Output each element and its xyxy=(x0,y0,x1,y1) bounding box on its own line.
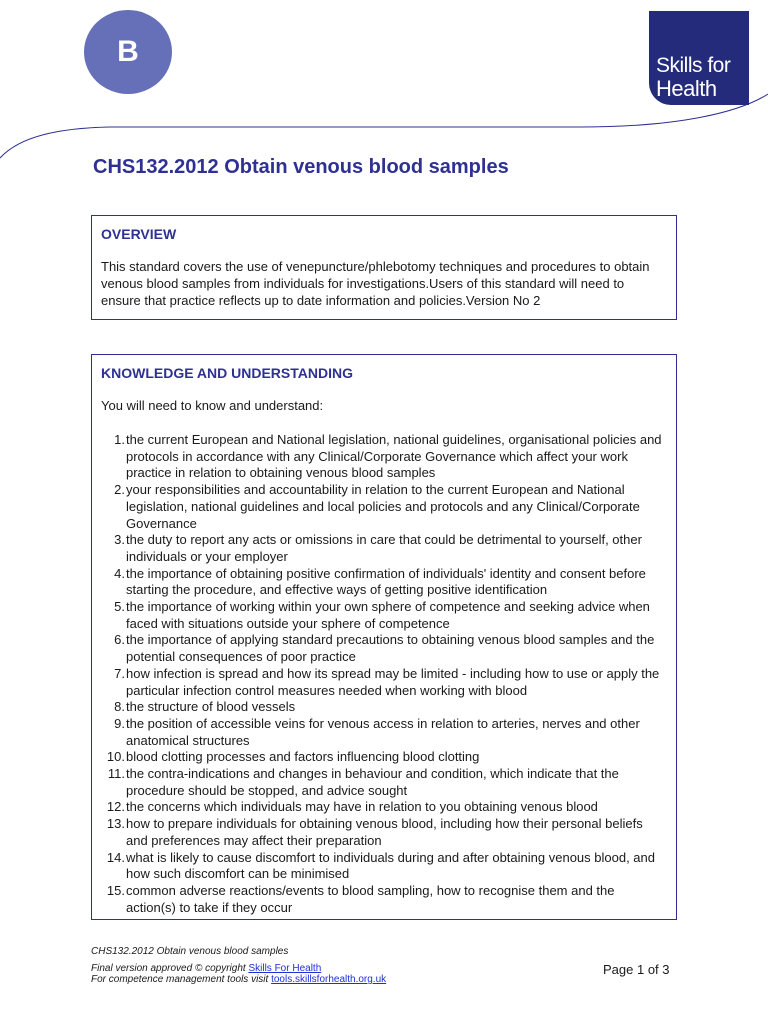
footer-tools xyxy=(91,974,386,985)
item-number: 3. xyxy=(114,532,125,548)
item-number: 13. xyxy=(106,816,125,832)
knowledge-intro: You will need to know and understand: xyxy=(101,398,324,413)
list-item xyxy=(101,566,667,599)
knowledge-section xyxy=(91,354,677,920)
item-text: how to prepare individuals for obtaining venous blood, including how their personal beliefs and preferences may affect their preparation xyxy=(126,816,643,848)
tools-link[interactable]: tools.skillsforhealth.org.uk xyxy=(271,974,387,985)
item-text: the importance of obtaining positive confirmation of individuals' identity and consent before starting the procedure, and effective ways of getting positive identification xyxy=(126,565,646,598)
item-number: 7. xyxy=(114,665,125,681)
logo-line-1: Skills for xyxy=(656,54,731,77)
footer-tools-text: For competence management tools visit xyxy=(91,974,272,985)
item-text: the current European and National legislation, national guidelines, organisational policies and protocols in accordance with any Clinical/Corporate Governance which affect your work practice in relation to obtaining venous blood samples xyxy=(126,432,662,481)
item-text: the structure of blood vessels xyxy=(126,699,296,715)
item-number: 4. xyxy=(114,565,125,581)
item-text: the importance of applying standard precautions to obtaining venous blood samples and the potential consequences of poor practice xyxy=(126,632,655,665)
overview-text: This standard covers the use of venepuncture/phlebotomy techniques and procedures to obtain venous blood samples from individuals for investigations.Users of this standard will need to ensure that practice reflects up to date information and policies.Version No 2 xyxy=(101,259,650,308)
logo-line-2: Health xyxy=(656,76,717,101)
item-text: the contra-indications and changes in behaviour and condition, which indicate that the procedure should be stopped, and advice sought xyxy=(126,766,619,798)
item-text: the importance of working within your own sphere of competence and seeking advice when faced with situations outside your sphere of competence xyxy=(126,599,650,631)
list-item xyxy=(101,632,667,665)
page-title: CHS132.2012 Obtain venous blood samples xyxy=(93,156,509,178)
overview-section xyxy=(91,215,677,320)
list-item xyxy=(101,532,667,565)
list-item xyxy=(101,850,667,883)
item-text: common adverse reactions/events to blood sampling, how to recognise them and the action(s) to take if they occur xyxy=(126,882,615,915)
list-item xyxy=(101,482,667,532)
item-number: 5. xyxy=(114,599,125,615)
item-text: your responsibilities and accountability in relation to the current European and National legislation, national guidelines and local policies and protocols and any Clinical/Corporate Governance xyxy=(126,482,640,531)
item-number: 14. xyxy=(106,849,125,865)
list-item xyxy=(101,699,667,716)
item-number: 12. xyxy=(106,799,125,815)
list-item xyxy=(101,666,667,699)
skills-for-health-link[interactable]: Skills For Health xyxy=(248,963,322,974)
list-item xyxy=(101,599,667,632)
item-text: blood clotting processes and factors influencing blood clotting xyxy=(126,749,480,765)
footer-document-title: CHS132.2012 Obtain venous blood samples xyxy=(91,946,289,957)
item-text: the duty to report any acts or omissions in care that could be detrimental to yourself, other individuals or your employer xyxy=(126,532,642,564)
item-text: what is likely to cause discomfort to individuals during and after obtaining venous blood, and how such discomfort can be minimised xyxy=(126,849,655,882)
item-number: 8. xyxy=(114,699,125,715)
footer-copyright xyxy=(91,963,321,974)
item-text: the concerns which individuals may have in relation to you obtaining venous blood xyxy=(126,799,598,815)
page-number: Page 1 of 3 xyxy=(603,962,670,977)
footer-copyright-text: Final version approved © copyright xyxy=(91,963,249,974)
item-number: 6. xyxy=(114,632,125,648)
skills-for-health-logo xyxy=(649,11,749,105)
knowledge-list xyxy=(101,432,667,916)
section-badge-letter: B xyxy=(117,35,139,68)
knowledge-heading: KNOWLEDGE AND UNDERSTANDING xyxy=(101,365,353,381)
list-item xyxy=(101,816,667,849)
list-item xyxy=(101,799,667,816)
list-item xyxy=(101,766,667,799)
item-number: 15. xyxy=(106,882,125,898)
overview-heading: OVERVIEW xyxy=(101,226,177,242)
item-number: 9. xyxy=(114,715,125,731)
item-number: 10. xyxy=(106,749,125,765)
item-number: 11. xyxy=(107,766,125,782)
item-number: 2. xyxy=(114,482,125,498)
list-item xyxy=(101,432,667,482)
item-text: the position of accessible veins for venous access in relation to arteries, nerves and other anatomical structures xyxy=(126,715,640,748)
item-text: how infection is spread and how its spread may be limited - including how to use or apply the particular infection control measures needed when working with blood xyxy=(126,665,660,698)
list-item xyxy=(101,749,667,766)
item-number: 1. xyxy=(114,432,125,447)
list-item xyxy=(101,716,667,749)
list-item xyxy=(101,883,667,916)
